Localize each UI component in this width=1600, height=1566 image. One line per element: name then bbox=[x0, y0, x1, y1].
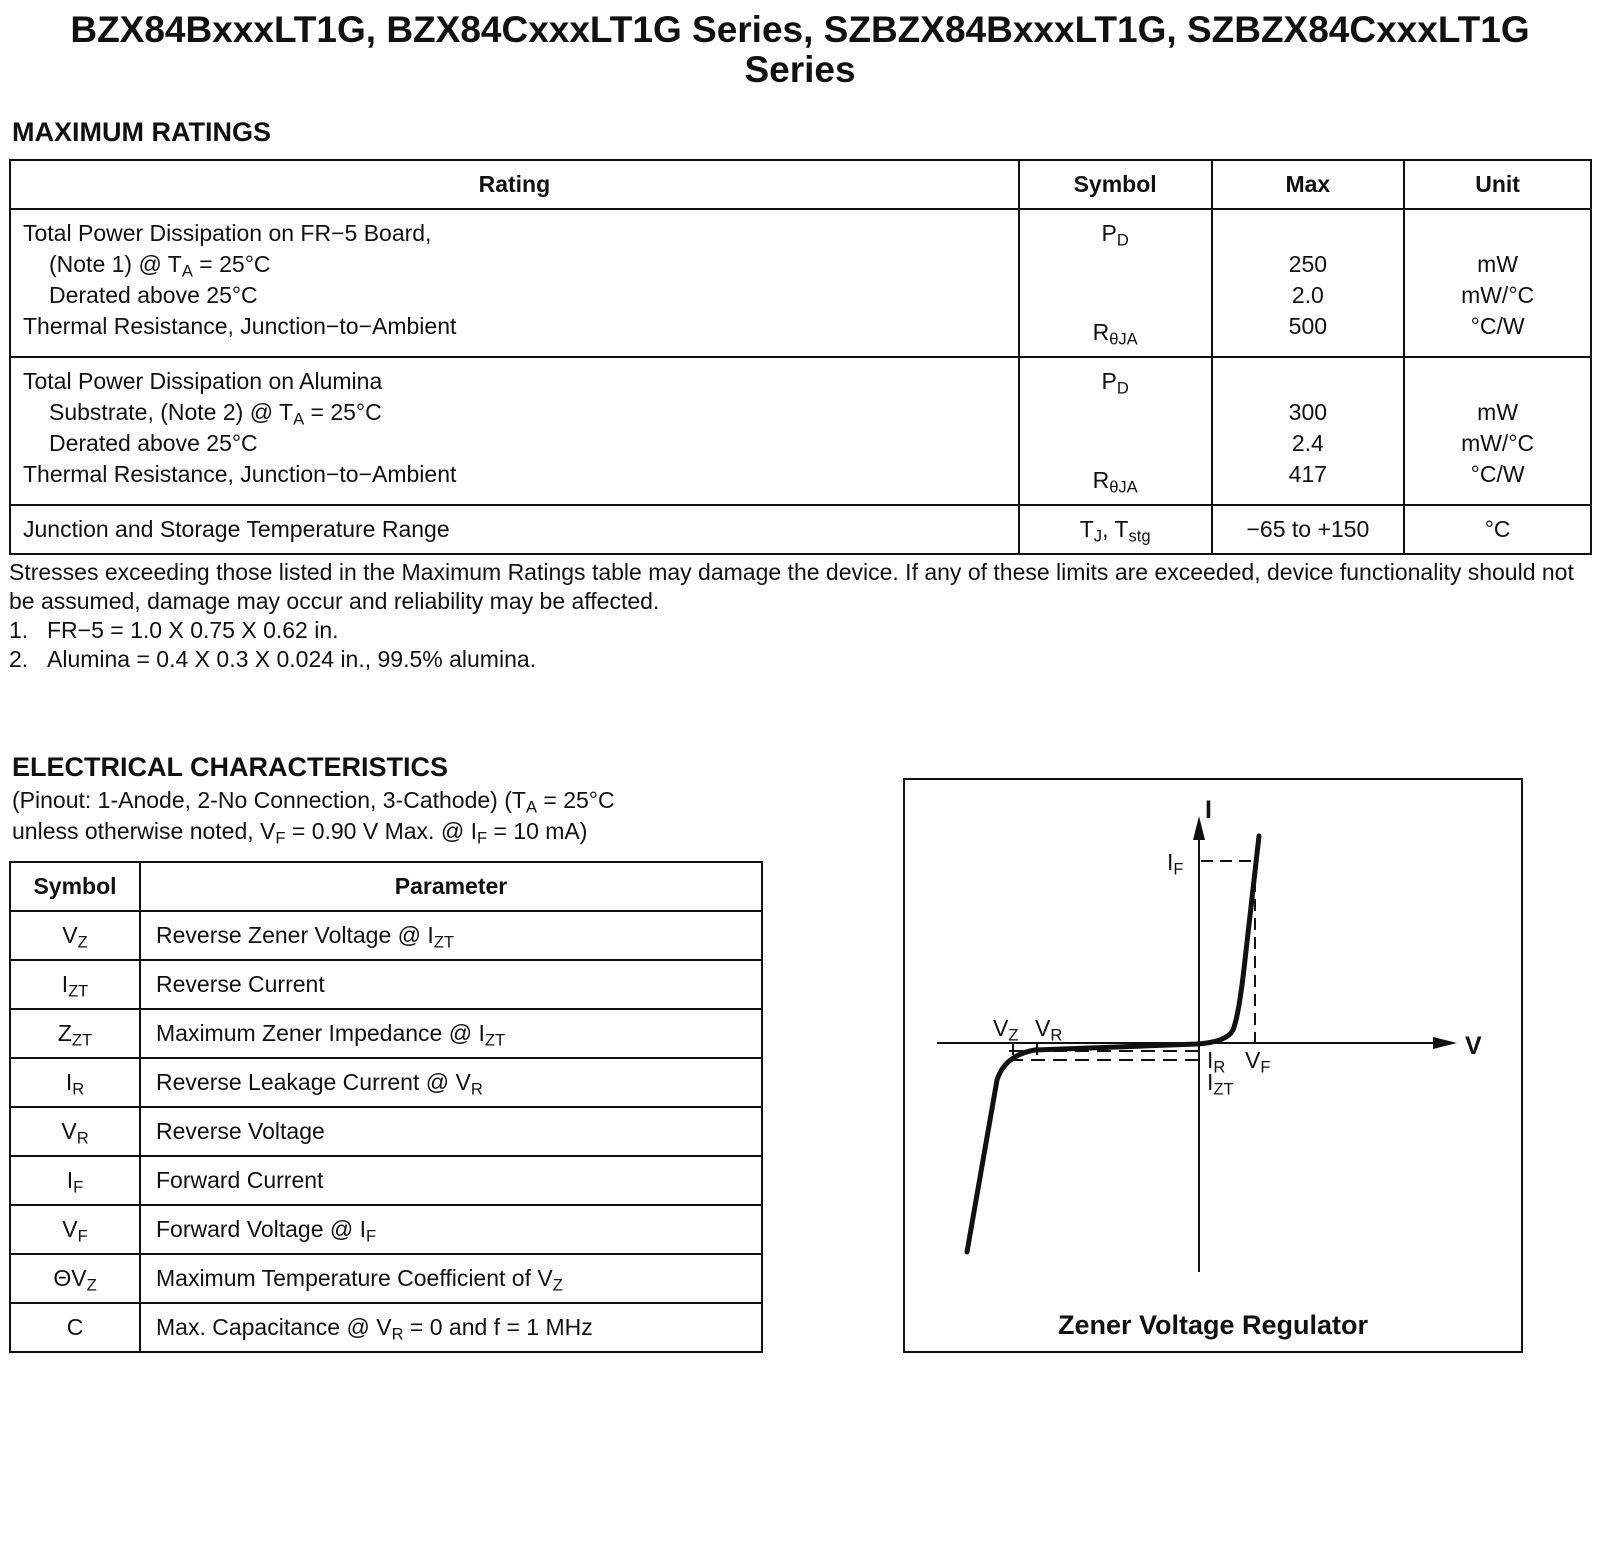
max-value: 2.0 bbox=[1291, 282, 1324, 308]
unit-value: mW/°C bbox=[1461, 282, 1535, 308]
rating-text: Derated above 25°C bbox=[49, 430, 258, 456]
label-izt: $I_{ZT}$ bbox=[1207, 1069, 1234, 1099]
parameter-symbol: C bbox=[10, 1303, 140, 1352]
parameter-description: Reverse Zener Voltage @ $I_{ZT}$ bbox=[140, 911, 762, 960]
note-2: 2. Alumina = 0.4 X 0.3 X 0.024 in., 99.5% alumina. bbox=[9, 646, 537, 672]
symbol-cell bbox=[1019, 357, 1212, 505]
max-value: 250 bbox=[1288, 251, 1328, 277]
rating-cell bbox=[10, 357, 1019, 505]
parameter-row bbox=[10, 1009, 762, 1058]
max-cell bbox=[1212, 209, 1405, 357]
rating-text: Substrate, (Note 2) @ $T_A = 25^\circ C$ bbox=[49, 399, 382, 429]
stress-note: Stresses exceeding those listed in the Maximum Ratings table may damage the device. If any of these limits are exceeded, device functionality should not be assumed, damage may occur and reliability may be affected. bbox=[9, 559, 1574, 614]
page-title bbox=[0, 10, 1600, 90]
max-ratings-header-row bbox=[10, 160, 1591, 209]
parameter-symbol: $V_F$ bbox=[10, 1205, 140, 1254]
max-cell bbox=[1212, 357, 1405, 505]
rating-text: Derated above 25°C bbox=[49, 282, 258, 308]
rating-text: Thermal Resistance, Junction−to−Ambient bbox=[23, 461, 457, 487]
symbol-rthja: $R_{\theta JA}$ bbox=[1092, 467, 1138, 497]
header-symbol: Symbol bbox=[1019, 160, 1212, 209]
unit-cell bbox=[1404, 209, 1591, 357]
max-value: 417 bbox=[1288, 461, 1328, 487]
max-value: −65 to +150 bbox=[1212, 505, 1405, 554]
max-value: 300 bbox=[1288, 399, 1328, 425]
parameter-symbol: $I_F$ bbox=[10, 1156, 140, 1205]
max-value: 2.4 bbox=[1291, 430, 1324, 456]
parameter-symbol: $Z_{ZT}$ bbox=[10, 1009, 140, 1058]
axis-label-v: V bbox=[1465, 1032, 1482, 1060]
label-if: $I_F$ bbox=[1167, 849, 1184, 879]
parameter-description: Maximum Temperature Coefficient of $V_Z$ bbox=[140, 1254, 762, 1303]
max-ratings-table bbox=[9, 159, 1592, 555]
symbol-tj-tstg: $T_J$, $T_{stg}$ bbox=[1019, 505, 1212, 554]
parameter-symbol: $I_{ZT}$ bbox=[10, 960, 140, 1009]
electrical-subtitle-line1: (Pinout: 1-Anode, 2-No Connection, 3-Cathode) ($T_A = 25^\circ C$ bbox=[12, 787, 615, 817]
parameter-row bbox=[10, 1254, 762, 1303]
page-title-line2: Series bbox=[744, 49, 856, 90]
parameter-header-row bbox=[10, 862, 762, 911]
electrical-subtitle-line2: unless otherwise noted, $V_F = 0.90$ V Max. @ $I_F = 10$ mA) bbox=[12, 818, 588, 848]
ratings-row-temperature bbox=[10, 505, 1591, 554]
parameter-symbol: $V_Z$ bbox=[10, 911, 140, 960]
max-ratings-heading: MAXIMUM RATINGS bbox=[12, 117, 271, 147]
parameter-table bbox=[9, 861, 763, 1353]
symbol-rthja: $R_{\theta JA}$ bbox=[1092, 319, 1138, 349]
parameter-description: Forward Voltage @ $I_F$ bbox=[140, 1205, 762, 1254]
rating-text: Junction and Storage Temperature Range bbox=[10, 505, 1019, 554]
label-vf: $V_F$ bbox=[1245, 1047, 1271, 1077]
label-vr: $V_R$ bbox=[1035, 1015, 1063, 1045]
symbol-pd: $P_D$ bbox=[1101, 220, 1129, 250]
parameter-description: Maximum Zener Impedance @ $I_{ZT}$ bbox=[140, 1009, 762, 1058]
header-rating: Rating bbox=[10, 160, 1019, 209]
parameter-row bbox=[10, 960, 762, 1009]
parameter-row bbox=[10, 1156, 762, 1205]
unit-value: °C bbox=[1404, 505, 1591, 554]
parameter-description: Reverse Current bbox=[140, 960, 762, 1009]
unit-value: mW bbox=[1477, 251, 1519, 277]
rating-text: Thermal Resistance, Junction−to−Ambient bbox=[23, 313, 457, 339]
i-axis-arrow bbox=[1193, 816, 1205, 840]
rating-text: (Note 1) @ $T_A = 25^\circ C$ bbox=[49, 251, 271, 281]
ratings-row-fr5 bbox=[10, 209, 1591, 357]
header-unit: Unit bbox=[1404, 160, 1591, 209]
parameter-row bbox=[10, 1107, 762, 1156]
axis-label-i: I bbox=[1205, 796, 1212, 824]
parameter-symbol: $I_R$ bbox=[10, 1058, 140, 1107]
diagram-title: Zener Voltage Regulator bbox=[1057, 1310, 1369, 1340]
electrical-heading: ELECTRICAL CHARACTERISTICS bbox=[12, 752, 449, 782]
ratings-row-alumina bbox=[10, 357, 1591, 505]
symbol-cell bbox=[1019, 209, 1212, 357]
unit-value: °C/W bbox=[1470, 461, 1525, 487]
electrical-subtitle bbox=[12, 785, 772, 847]
parameter-row bbox=[10, 1205, 762, 1254]
parameter-symbol: $\Theta V_Z$ bbox=[10, 1254, 140, 1303]
unit-value: °C/W bbox=[1470, 313, 1525, 339]
parameter-row bbox=[10, 911, 762, 960]
parameter-row bbox=[10, 1058, 762, 1107]
label-vz: $V_Z$ bbox=[993, 1015, 1019, 1045]
page-title-line1: BZX84BxxxLT1G, BZX84CxxxLT1G Series, SZBZX84BxxxLT1G, SZBZX84CxxxLT1G bbox=[70, 9, 1530, 50]
parameter-symbol: $V_R$ bbox=[10, 1107, 140, 1156]
rating-cell bbox=[10, 209, 1019, 357]
rating-text: Total Power Dissipation on Alumina bbox=[23, 368, 383, 394]
unit-value: mW bbox=[1477, 399, 1519, 425]
parameter-description: Reverse Leakage Current @ $V_R$ bbox=[140, 1058, 762, 1107]
header-parameter: Parameter bbox=[140, 862, 762, 911]
unit-cell bbox=[1404, 357, 1591, 505]
unit-value: mW/°C bbox=[1461, 430, 1535, 456]
parameter-description: Reverse Voltage bbox=[140, 1107, 762, 1156]
header-symbol: Symbol bbox=[10, 862, 140, 911]
label-ir: $I_R$ bbox=[1207, 1047, 1226, 1077]
parameter-row bbox=[10, 1303, 762, 1352]
v-axis-arrow bbox=[1433, 1037, 1457, 1049]
header-max: Max bbox=[1212, 160, 1405, 209]
max-value: 500 bbox=[1288, 313, 1328, 339]
notes bbox=[9, 558, 1599, 674]
note-1: 1. FR−5 = 1.0 X 0.75 X 0.62 in. bbox=[9, 617, 339, 643]
symbol-pd: $P_D$ bbox=[1101, 368, 1129, 398]
rating-text: Total Power Dissipation on FR−5 Board, bbox=[23, 220, 432, 246]
parameter-description: Forward Current bbox=[140, 1156, 762, 1205]
zener-diagram bbox=[903, 778, 1523, 1353]
parameter-description: Max. Capacitance @ $V_R = 0$ and f = 1 MHz bbox=[140, 1303, 762, 1352]
